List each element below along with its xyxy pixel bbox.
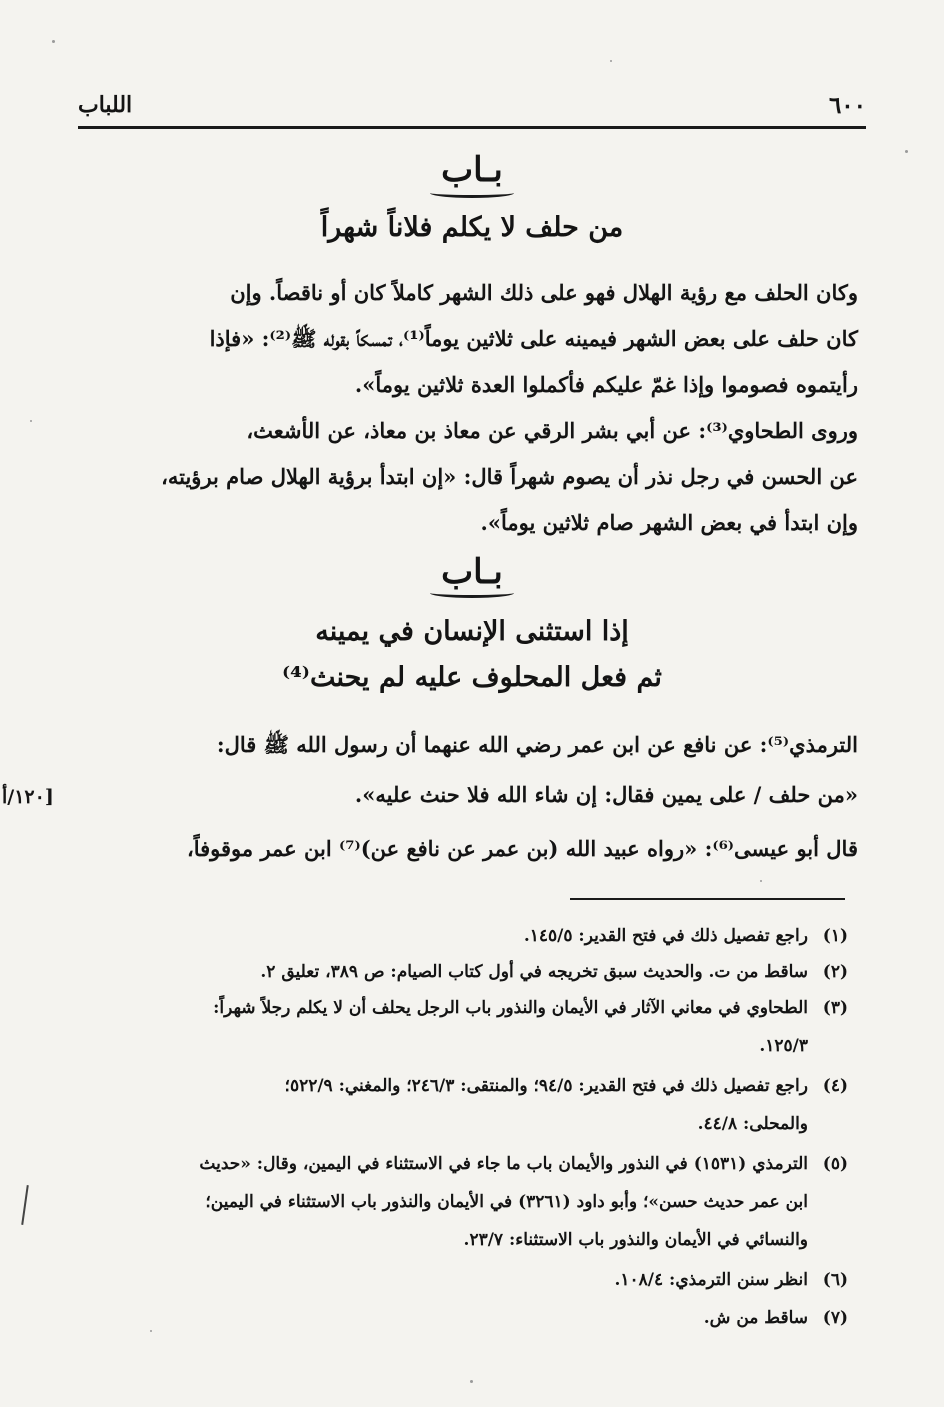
- body-line: قال أبو عيسى⁽⁶⁾: «رواه عبيد الله (بن عمر عن نافع عن)⁽⁷⁾ ابن عمر موقوفاً،: [186, 836, 858, 861]
- chapter-title-line-1: إذا استثنى الإنسان في يمينه: [315, 616, 629, 647]
- chapter-title-line-2: ثم فعل المحلوف عليه لم يحنث⁽⁴⁾: [282, 662, 662, 693]
- body-line: عن الحسن في رجل نذر أن يصوم شهراً قال: «إن ابتدأ برؤية الهلال صام برؤيته،: [161, 464, 858, 489]
- page-number: ٦٠٠: [828, 92, 866, 119]
- footnote-text: انظر سنن الترمذي: ١٠٨/٤.: [614, 1270, 808, 1290]
- footnote-text: راجع تفصيل ذلك في فتح القدير: ١٤٥/٥.: [523, 926, 808, 946]
- running-head: [78, 92, 866, 122]
- footnote-number: (٣): [822, 998, 848, 1018]
- bab-swash-ornament: [430, 588, 514, 598]
- chapter-title: من حلف لا يكلم فلاناً شهراً: [320, 212, 624, 243]
- footnote-text-continuation: ابن عمر حديث حسن»؛ وأبو داود (٣٢٦١) في الأيمان والنذور باب الاستثناء في اليمين؛: [205, 1192, 808, 1212]
- body-line: رأيتموه فصوموا وإذا غمّ عليكم فأكملوا العدة ثلاثين يوماً».: [354, 372, 858, 397]
- footnote-text: الطحاوي في معاني الآثار في الأيمان والنذور باب الرجل يحلف أن لا يكلم رجلاً شهراً:: [213, 998, 808, 1018]
- bab-swash-ornament: [430, 188, 514, 198]
- body-line: وروى الطحاوي⁽³⁾: عن أبي بشر الرقي عن معاذ بن معاذ، عن الأشعث،: [246, 418, 858, 443]
- body-line: الترمذي⁽⁵⁾: عن نافع عن ابن عمر رضي الله عنهما أن رسول الله ﷺ قال:: [216, 732, 858, 757]
- footnote-number: (٤): [822, 1076, 848, 1096]
- scan-stray-mark: [21, 1185, 29, 1225]
- footnote-text: ساقط من ش.: [703, 1308, 808, 1328]
- body-line: وكان الحلف مع رؤية الهلال فهو على ذلك الشهر كاملاً كان أو ناقصاً. وإن: [230, 280, 858, 305]
- body-line: كان حلف على بعض الشهر فيمينه على ثلاثين يوماً⁽¹⁾، تمسكاً بقوله ﷺ⁽²⁾: «فإذا: [209, 326, 858, 351]
- body-line: «من حلف / على يمين فقال: إن شاء الله فلا حنث عليه».: [354, 782, 858, 807]
- chapter-heading-bab: بـاب: [441, 150, 503, 190]
- footnote-number: (٦): [822, 1270, 848, 1290]
- footnote-text: الترمذي (١٥٣١) في النذور والأيمان باب ما جاء في الاستثناء في اليمين، وقال: «حديث: [199, 1154, 808, 1174]
- footnote-text-continuation: والمحلى: ٤٤/٨.: [697, 1114, 808, 1134]
- manuscript-folio-marker: ١٢٠/أ]: [2, 786, 54, 808]
- book-title: اللباب: [78, 92, 133, 118]
- footnote-text: ساقط من ت. والحديث سبق تخريجه في أول كتاب الصيام: ص ٣٨٩، تعليق ٢.: [260, 962, 808, 982]
- footnote-number: (٧): [822, 1308, 848, 1328]
- scan-speck: [150, 1330, 152, 1332]
- footnote-text-continuation: والنسائي في الأيمان والنذور باب الاستثناء: ٢٣/٧.: [463, 1230, 808, 1250]
- scan-speck: [470, 1380, 473, 1383]
- footnote-number: (١): [822, 926, 848, 946]
- body-line: وإن ابتدأ في بعض الشهر صام ثلاثين يوماً».: [480, 510, 858, 535]
- footnote-number: (٢): [822, 962, 848, 982]
- scan-speck: [30, 420, 32, 422]
- footnote-text: راجع تفصيل ذلك في فتح القدير: ٩٤/٥؛ والمنتقى: ٢٤٦/٣؛ والمغني: ٥٢٢/٩؛: [284, 1076, 808, 1096]
- header-rule: [78, 126, 866, 129]
- footnote-number: (٥): [822, 1154, 848, 1174]
- footnote-separator: [570, 898, 845, 900]
- scan-speck: [52, 40, 55, 43]
- chapter-heading-bab: بـاب: [441, 552, 503, 592]
- footnote-text-continuation: ١٢٥/٣.: [759, 1036, 808, 1056]
- scan-speck: [610, 60, 612, 62]
- scan-speck: [760, 880, 762, 882]
